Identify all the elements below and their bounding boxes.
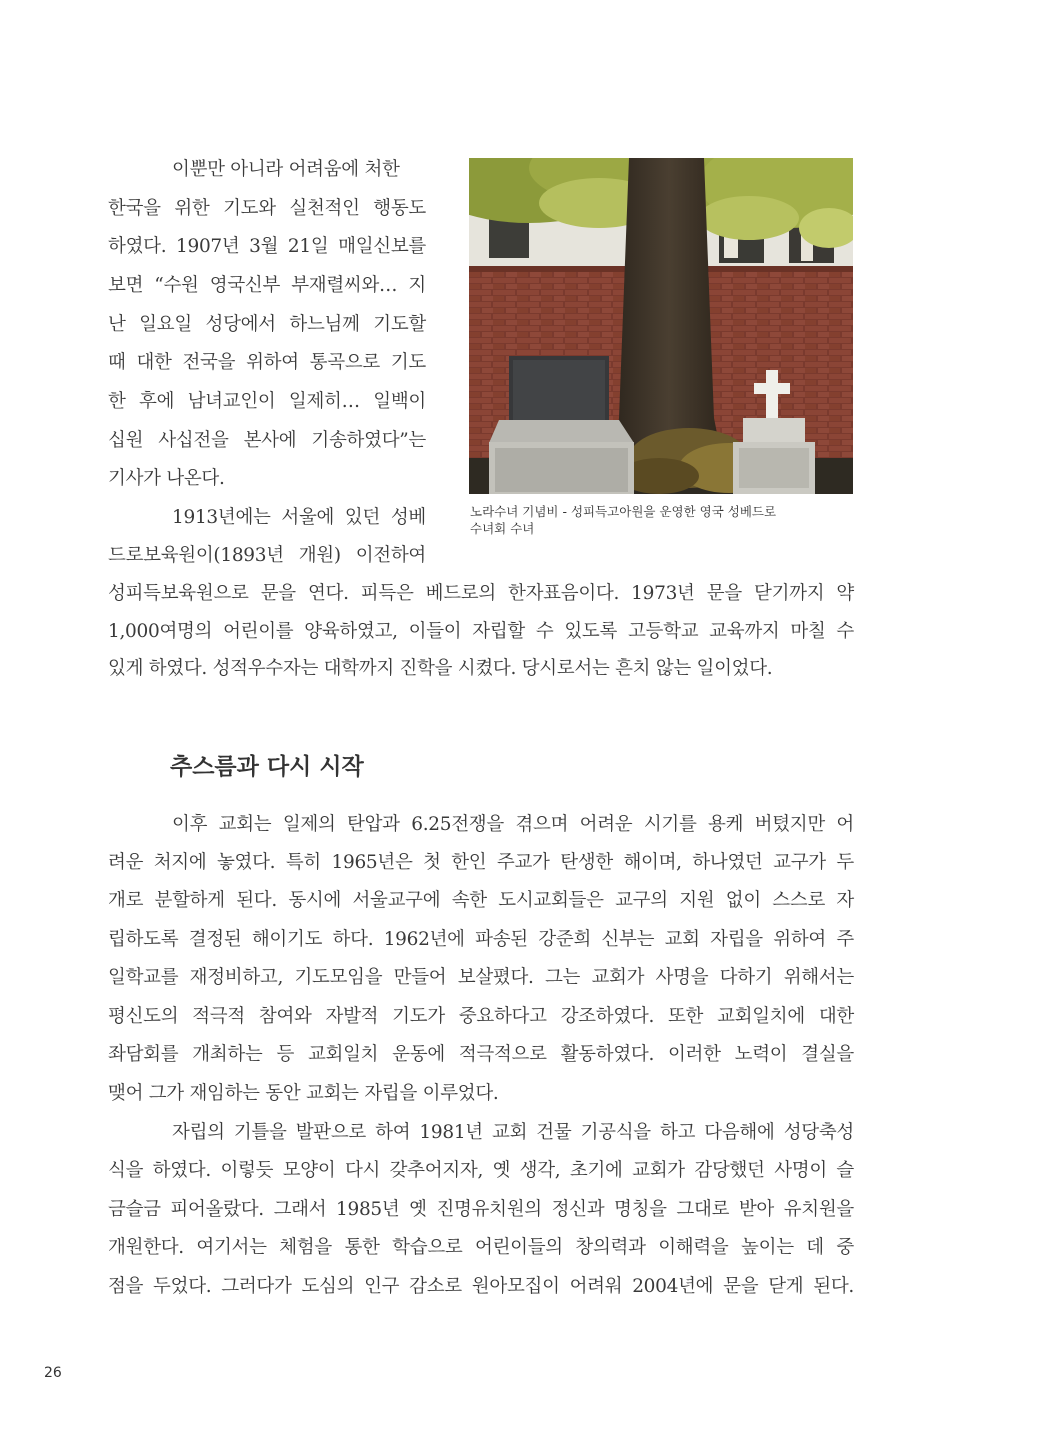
p1-line-1: 이후 교회는 일제의 탄압과 6.25전쟁을 겪으며 어려운 시기를 용케 버텼지만 어	[172, 814, 854, 835]
p2-line-1: 자립의 기틀을 발판으로 하여 1981년 교회 건물 기공식을 하고 다음해에 성당축성	[172, 1122, 854, 1143]
photo-caption-line-1: 노라수녀 기념비 - 성피득고아원을 운영한 영국 성베드로	[470, 504, 777, 519]
intro-line-7: 한 후에 남녀교인이 일제히… 일백이	[108, 391, 426, 412]
intro-line-10: 1913년에는 서울에 있던 성베	[172, 507, 426, 528]
p2-line-4: 개원한다. 여기서는 체험을 통한 학습으로 어린이들의 창의력과 이해력을 높이는 데 중	[108, 1237, 854, 1258]
p1-line-5: 일학교를 재정비하고, 기도모임을 만들어 보살폈다. 그는 교회가 사명을 다하기 위해서는	[108, 967, 854, 988]
intro-full-line-1: 성피득보육원으로 문을 연다. 피득은 베드로의 한자표음이다. 1973년 문을 닫기까지 약	[108, 583, 854, 604]
p2-line-5: 점을 두었다. 그러다가 도심의 인구 감소로 원아모집이 어려워 2004년에 문을 닫게 된다.	[108, 1276, 854, 1297]
p1-line-3: 개로 분할하게 된다. 동시에 서울교구에 속한 도시교회들은 교구의 지원 없이 스스로 자	[108, 890, 854, 911]
intro-full-line-3: 있게 하였다. 성적우수자는 대학까지 진학을 시켰다. 당시로서는 흔치 않는 일이었다.	[108, 658, 773, 679]
photo-caption-line-2: 수녀회 수녀	[470, 521, 535, 536]
intro-line-11: 드로보육원이(1893년 개원) 이전하여	[108, 545, 426, 566]
intro-line-4: 보면 “수원 영국신부 부재렬씨와… 지	[108, 275, 426, 296]
intro-full-line-2: 1,000여명의 어린이를 양육하였고, 이들이 자립할 수 있도록 고등학교 교육까지 마칠 수	[108, 621, 854, 642]
intro-line-5: 난 일요일 성당에서 하느님께 기도할	[108, 314, 426, 335]
intro-line-6: 때 대한 전국을 위하여 통곡으로 기도	[108, 352, 426, 373]
intro-line-9: 기사가 나온다.	[108, 468, 225, 489]
intro-line-8: 십원 사십전을 본사에 기송하였다”는	[108, 430, 426, 451]
intro-line-1: 이뿐만 아니라 어려움에 처한	[172, 159, 400, 180]
section-heading: 추스름과 다시 시작	[170, 754, 364, 780]
p2-line-2: 식을 하였다. 이렇듯 모양이 다시 갖추어지자, 옛 생각, 초기에 교회가 감당했던 사명이 슬	[108, 1160, 854, 1181]
p1-line-6: 평신도의 적극적 참여와 자발적 기도가 중요하다고 강조하였다. 또한 교회일치에 대한	[108, 1006, 854, 1027]
p1-line-2: 려운 처지에 놓였다. 특히 1965년은 첫 한인 주교가 탄생한 해이며, 하나였던 교구가 두	[108, 852, 854, 873]
page-number: 26	[44, 1365, 62, 1381]
memorial-photo	[469, 158, 853, 494]
p1-line-8: 맺어 그가 재임하는 동안 교회는 자립을 이루었다.	[108, 1083, 499, 1104]
intro-line-3: 하였다. 1907년 3월 21일 매일신보를	[108, 236, 426, 257]
p1-line-4: 립하도록 결정된 해이기도 하다. 1962년에 파송된 강준희 신부는 교회 자립을 위하여 주	[108, 929, 854, 950]
p1-line-7: 좌담회를 개최하는 등 교회일치 운동에 적극적으로 활동하였다. 이러한 노력이 결실을	[108, 1044, 854, 1065]
p2-line-3: 금슬금 피어올랐다. 그래서 1985년 옛 진명유치원의 정신과 명칭을 그대로 받아 유치원을	[108, 1199, 854, 1220]
intro-line-2: 한국을 위한 기도와 실천적인 행동도	[108, 198, 426, 219]
